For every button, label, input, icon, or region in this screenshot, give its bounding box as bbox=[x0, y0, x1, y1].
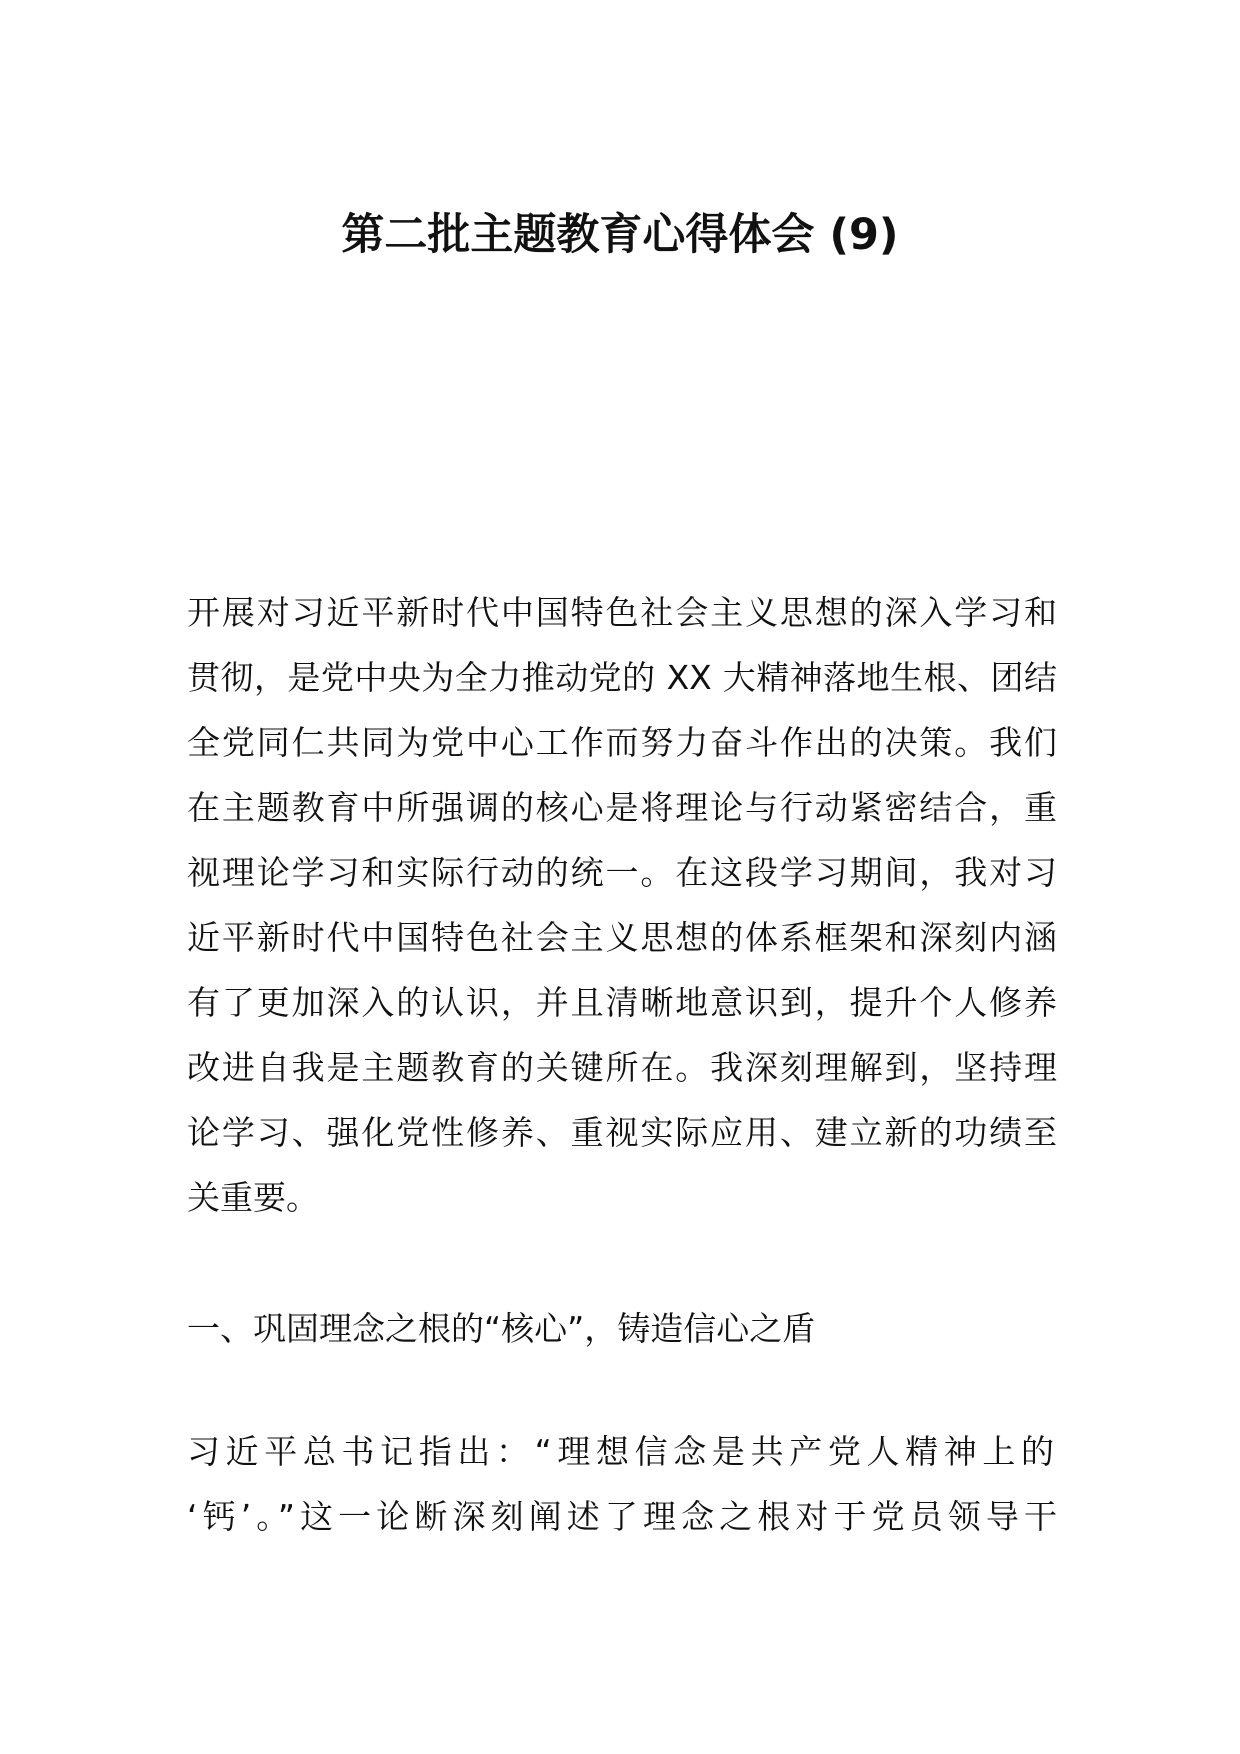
second-paragraph bbox=[187, 1419, 1057, 1549]
paragraph-line: 全党同仁共同为党中心工作而努力奋斗作出的决策。我们 bbox=[187, 723, 1057, 762]
paragraph-line: 开展对习近平新时代中国特色社会主义思想的深入学习和 bbox=[187, 593, 1057, 632]
paragraph-line: 贯彻，是党中央为全力推动党的 XX 大精神落地生根、团结 bbox=[187, 658, 1057, 697]
paragraph-line: 论学习、强化党性修养、重视实际应用、建立新的功绩至 bbox=[187, 1113, 1057, 1152]
paragraph-line: 关重要。 bbox=[187, 1178, 319, 1217]
section-heading-text: 一、巩固理念之根的“核心”，铸造信心之盾 bbox=[187, 1309, 816, 1348]
section-heading bbox=[187, 1296, 1057, 1361]
paragraph-line: 习近平总书记指出：“理想信念是共产党人精神上的 bbox=[187, 1432, 1057, 1471]
paragraph-line: 改进自我是主题教育的关键所在。我深刻理解到，坚持理 bbox=[187, 1048, 1057, 1087]
paragraph-line: 有了更加深入的认识，并且清晰地意识到，提升个人修养 bbox=[187, 983, 1057, 1022]
paragraph-line: 视理论学习和实际行动的统一。在这段学习期间，我对习 bbox=[187, 853, 1057, 892]
paragraph-line: 近平新时代中国特色社会主义思想的体系框架和深刻内涵 bbox=[187, 918, 1057, 957]
paragraph-line: ‘钙’。”这一论断深刻阐述了理念之根对于党员领导干 bbox=[187, 1497, 1057, 1536]
intro-paragraph bbox=[187, 580, 1057, 1230]
paragraph-line: 在主题教育中所强调的核心是将理论与行动紧密结合，重 bbox=[187, 788, 1057, 827]
document-title: 第二批主题教育心得体会 (9) bbox=[341, 210, 899, 260]
